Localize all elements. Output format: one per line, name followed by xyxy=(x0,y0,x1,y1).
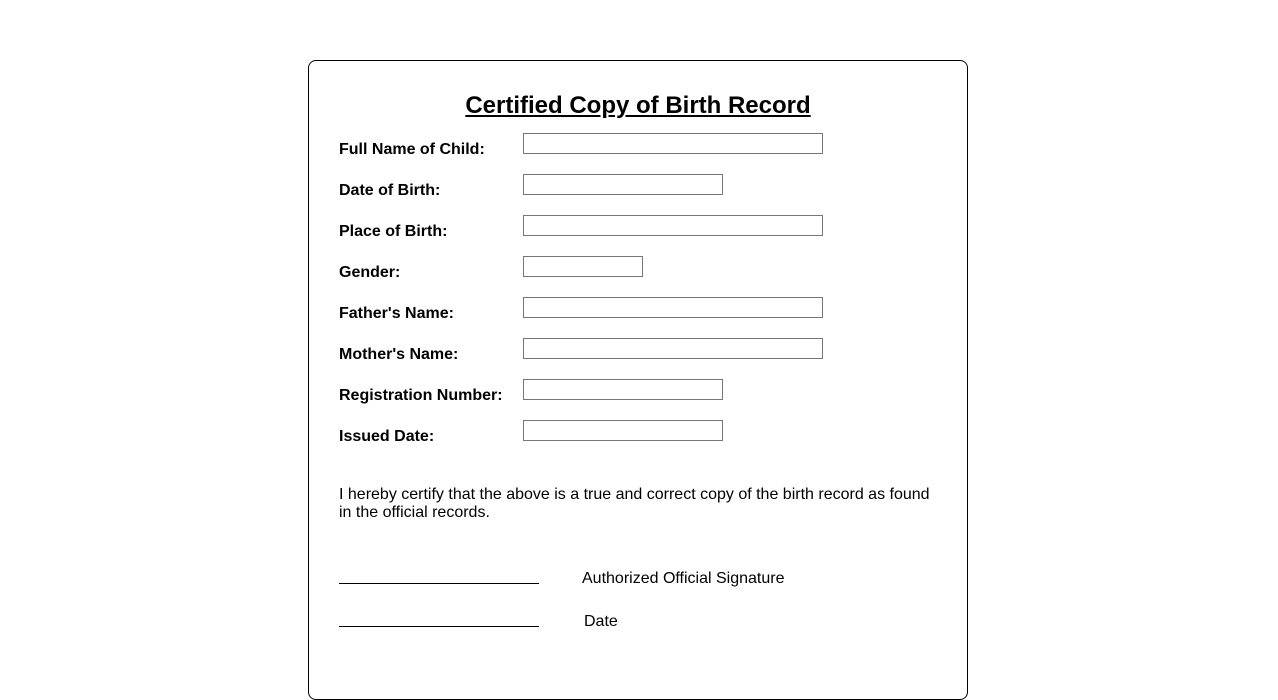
form-row-mother-name xyxy=(339,346,939,368)
full-name-input[interactable] xyxy=(523,133,823,154)
mother-name-input[interactable] xyxy=(523,338,823,359)
certification-statement: I hereby certify that the above is a true and correct copy of the birth record as found in the official records. xyxy=(339,486,930,521)
full-name-label: Full Name of Child: xyxy=(339,141,485,158)
mother-name-label: Mother's Name: xyxy=(339,346,459,363)
father-name-label: Father's Name: xyxy=(339,305,454,322)
issued-date-label: Issued Date: xyxy=(339,428,435,445)
date-label: Date xyxy=(584,613,618,630)
place-of-birth-label: Place of Birth: xyxy=(339,223,448,240)
gender-label: Gender: xyxy=(339,264,401,281)
date-of-birth-label: Date of Birth: xyxy=(339,182,441,199)
form-row-father-name xyxy=(339,305,939,327)
form-row-registration-number xyxy=(339,387,939,409)
form-row-full-name xyxy=(339,141,939,163)
page-title: Certified Copy of Birth Record xyxy=(465,92,811,119)
father-name-input[interactable] xyxy=(523,297,823,318)
registration-number-input[interactable] xyxy=(523,379,723,400)
form-row-gender xyxy=(339,264,939,286)
place-of-birth-input[interactable] xyxy=(523,215,823,236)
date-signature-line xyxy=(339,626,539,627)
registration-number-label: Registration Number: xyxy=(339,387,503,404)
signature-label: Authorized Official Signature xyxy=(582,570,785,587)
gender-input[interactable] xyxy=(523,256,643,277)
issued-date-input[interactable] xyxy=(523,420,723,441)
form-row-place-of-birth xyxy=(339,223,939,245)
date-of-birth-input[interactable] xyxy=(523,174,723,195)
birth-record-card xyxy=(308,60,968,700)
signature-line xyxy=(339,583,539,584)
form-row-issued-date xyxy=(339,428,939,450)
form-row-date-of-birth xyxy=(339,182,939,204)
